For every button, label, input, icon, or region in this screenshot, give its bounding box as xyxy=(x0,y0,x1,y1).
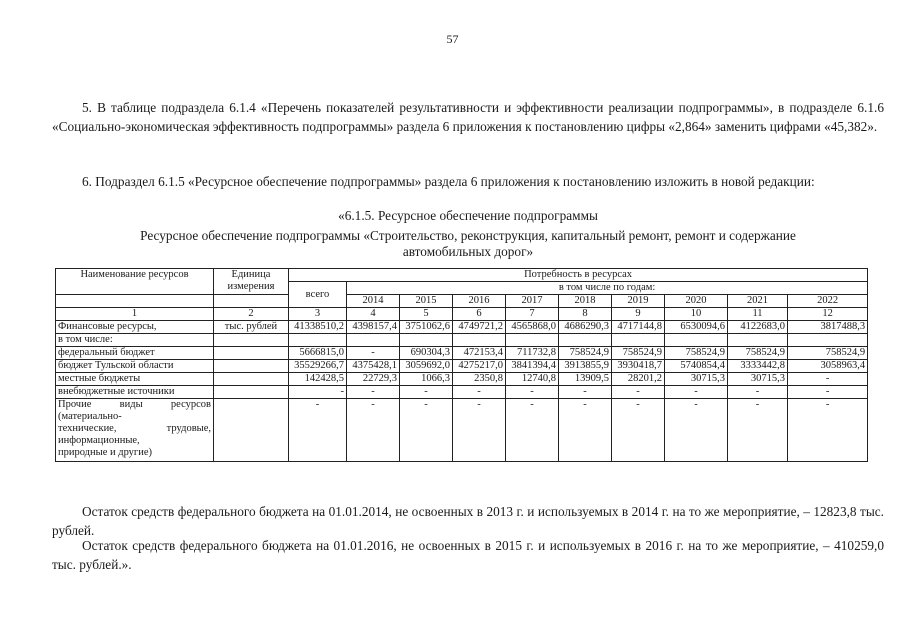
row-value: 3913855,9 xyxy=(559,360,612,373)
row-value xyxy=(665,334,728,347)
row-value: 4275217,0 xyxy=(453,360,506,373)
row-total: 5666815,0 xyxy=(289,347,347,360)
col-num: 10 xyxy=(665,308,728,321)
page-number: 57 xyxy=(446,32,459,46)
year-2020: 2020 xyxy=(665,295,728,308)
year-2016: 2016 xyxy=(453,295,506,308)
header-row-1 xyxy=(56,269,868,282)
year-2021: 2021 xyxy=(728,295,788,308)
resource-table xyxy=(55,268,868,462)
row-value: - xyxy=(347,386,400,399)
col-num: 2 xyxy=(214,308,289,321)
year-2022: 2022 xyxy=(788,295,868,308)
row-value: 4398157,4 xyxy=(347,321,400,334)
paragraph-6: 6. Подраздел 6.1.5 «Ресурсное обеспечение подпрограммы» раздела 6 приложения к постановлению изложить в новой редакции: xyxy=(82,174,815,189)
row-value xyxy=(506,334,559,347)
year-2017: 2017 xyxy=(506,295,559,308)
row-value: 6530094,6 xyxy=(665,321,728,334)
header-unit-line1: Единица xyxy=(231,269,271,280)
row-unit xyxy=(214,334,289,347)
row-value: 5740854,4 xyxy=(665,360,728,373)
row-value: 1066,3 xyxy=(400,373,453,386)
row-value: 4749721,2 xyxy=(453,321,506,334)
table-row xyxy=(56,334,868,347)
col-num: 8 xyxy=(559,308,612,321)
row-value: 4717144,8 xyxy=(612,321,665,334)
header-need: Потребность в ресурсах xyxy=(289,269,868,282)
row-value: - xyxy=(453,386,506,399)
other-value: - xyxy=(612,399,665,462)
header-years-row xyxy=(56,295,868,308)
table-row xyxy=(56,321,868,334)
row-value: 3841394,4 xyxy=(506,360,559,373)
col-num: 7 xyxy=(506,308,559,321)
row-total: 35529266,7 xyxy=(289,360,347,373)
other-unit xyxy=(214,399,289,462)
year-2019: 2019 xyxy=(612,295,665,308)
header-empty-1 xyxy=(56,295,214,308)
row-value: 30715,3 xyxy=(728,373,788,386)
row-value: - xyxy=(728,386,788,399)
other-resources-name xyxy=(56,399,214,462)
row-value: 30715,3 xyxy=(665,373,728,386)
note-2: Остаток средств федерального бюджета на 01.01.2016, не освоенных в 2015 г. и используемых в 2016 г. на то же мероприятие, – 410259,0 тыс. рублей.». xyxy=(52,538,884,572)
other-value: - xyxy=(559,399,612,462)
row-value: 2350,8 xyxy=(453,373,506,386)
col-num: 5 xyxy=(400,308,453,321)
row-total: 142428,5 xyxy=(289,373,347,386)
row-total: - xyxy=(289,386,347,399)
row-value xyxy=(559,334,612,347)
other-line: информационные, xyxy=(58,435,140,446)
header-empty-2 xyxy=(214,295,289,308)
other-value: - xyxy=(453,399,506,462)
row-unit xyxy=(214,347,289,360)
header-unit xyxy=(214,269,289,295)
row-unit xyxy=(214,386,289,399)
header-unit-line2: измерения xyxy=(227,281,275,292)
row-name: местные бюджеты xyxy=(56,373,214,386)
row-value xyxy=(788,334,868,347)
row-name: федеральный бюджет xyxy=(56,347,214,360)
row-total: 41338510,2 xyxy=(289,321,347,334)
row-value: - xyxy=(347,347,400,360)
col-num: 11 xyxy=(728,308,788,321)
row-value: - xyxy=(559,386,612,399)
row-value: 690304,3 xyxy=(400,347,453,360)
other-line: технические, трудовые, xyxy=(58,423,211,434)
row-value xyxy=(347,334,400,347)
row-value: 758524,9 xyxy=(665,347,728,360)
col-num: 9 xyxy=(612,308,665,321)
other-line: (материально- xyxy=(58,411,122,422)
other-total: - xyxy=(289,399,347,462)
col-num: 12 xyxy=(788,308,868,321)
table-title-line-2: автомобильных дорог» xyxy=(402,244,534,259)
col-num: 6 xyxy=(453,308,506,321)
table-row xyxy=(56,347,868,360)
other-value: - xyxy=(728,399,788,462)
other-value: - xyxy=(506,399,559,462)
row-value: 4686290,3 xyxy=(559,321,612,334)
row-value: 3059692,0 xyxy=(400,360,453,373)
other-value: - xyxy=(665,399,728,462)
col-num: 1 xyxy=(56,308,214,321)
header-name-text: Наименование ресурсов xyxy=(80,269,189,280)
header-total: всего xyxy=(289,282,347,308)
row-value: 3751062,6 xyxy=(400,321,453,334)
row-value: 3333442,8 xyxy=(728,360,788,373)
row-name: внебюджетные источники xyxy=(56,386,214,399)
row-value xyxy=(612,334,665,347)
row-value: - xyxy=(788,373,868,386)
col-num: 4 xyxy=(347,308,400,321)
row-value: - xyxy=(788,386,868,399)
other-line: природные и другие) xyxy=(58,447,153,458)
other-value: - xyxy=(788,399,868,462)
row-value: 758524,9 xyxy=(788,347,868,360)
row-value: - xyxy=(612,386,665,399)
paragraph-5: 5. В таблице подраздела 6.1.4 «Перечень показателей результативности и эффективности реализации подпрограммы», в подразделе 6.1.6 «Социально-экономическая эффективность подпрограммы» раздела 6 приложения к постановлению цифры «2,864» заменить цифрами «45,382». xyxy=(52,100,884,134)
column-numbers-row xyxy=(56,308,868,321)
row-unit: тыс. рублей xyxy=(214,321,289,334)
row-value: 12740,8 xyxy=(506,373,559,386)
row-name: Финансовые ресурсы, xyxy=(56,321,214,334)
table-row-other xyxy=(56,399,868,462)
row-value: 22729,3 xyxy=(347,373,400,386)
header-name xyxy=(56,269,214,295)
year-2014: 2014 xyxy=(347,295,400,308)
row-value xyxy=(453,334,506,347)
row-value: 4565868,0 xyxy=(506,321,559,334)
other-value: - xyxy=(347,399,400,462)
year-2015: 2015 xyxy=(400,295,453,308)
row-value: 3817488,3 xyxy=(788,321,868,334)
row-value: - xyxy=(506,386,559,399)
header-by-years: в том числе по годам: xyxy=(347,282,868,295)
row-unit xyxy=(214,360,289,373)
row-value: 758524,9 xyxy=(612,347,665,360)
row-unit xyxy=(214,373,289,386)
row-value: 4122683,0 xyxy=(728,321,788,334)
row-total xyxy=(289,334,347,347)
table-title-line-1: Ресурсное обеспечение подпрограммы «Строительство, реконструкция, капитальный ремонт, ремонт и содержание xyxy=(140,228,796,243)
row-value xyxy=(728,334,788,347)
row-value: 4375428,1 xyxy=(347,360,400,373)
col-num: 3 xyxy=(289,308,347,321)
table-row xyxy=(56,373,868,386)
year-2018: 2018 xyxy=(559,295,612,308)
row-value: 758524,9 xyxy=(728,347,788,360)
row-value xyxy=(400,334,453,347)
note-1: Остаток средств федерального бюджета на 01.01.2014, не освоенных в 2013 г. и используемых в 2014 г. на то же мероприятие, – 12823,8 тыс. рублей. xyxy=(52,504,884,538)
row-value: - xyxy=(400,386,453,399)
row-value: 28201,2 xyxy=(612,373,665,386)
row-name: бюджет Тульской области xyxy=(56,360,214,373)
row-value: - xyxy=(665,386,728,399)
row-name: в том числе: xyxy=(56,334,214,347)
row-value: 3930418,7 xyxy=(612,360,665,373)
row-value: 711732,8 xyxy=(506,347,559,360)
row-value: 13909,5 xyxy=(559,373,612,386)
table-row xyxy=(56,360,868,373)
table-row xyxy=(56,386,868,399)
section-title: «6.1.5. Ресурсное обеспечение подпрограммы xyxy=(338,208,598,223)
other-line: Прочие виды ресурсов xyxy=(58,399,211,410)
row-value: 758524,9 xyxy=(559,347,612,360)
row-value: 472153,4 xyxy=(453,347,506,360)
row-value: 3058963,4 xyxy=(788,360,868,373)
other-value: - xyxy=(400,399,453,462)
